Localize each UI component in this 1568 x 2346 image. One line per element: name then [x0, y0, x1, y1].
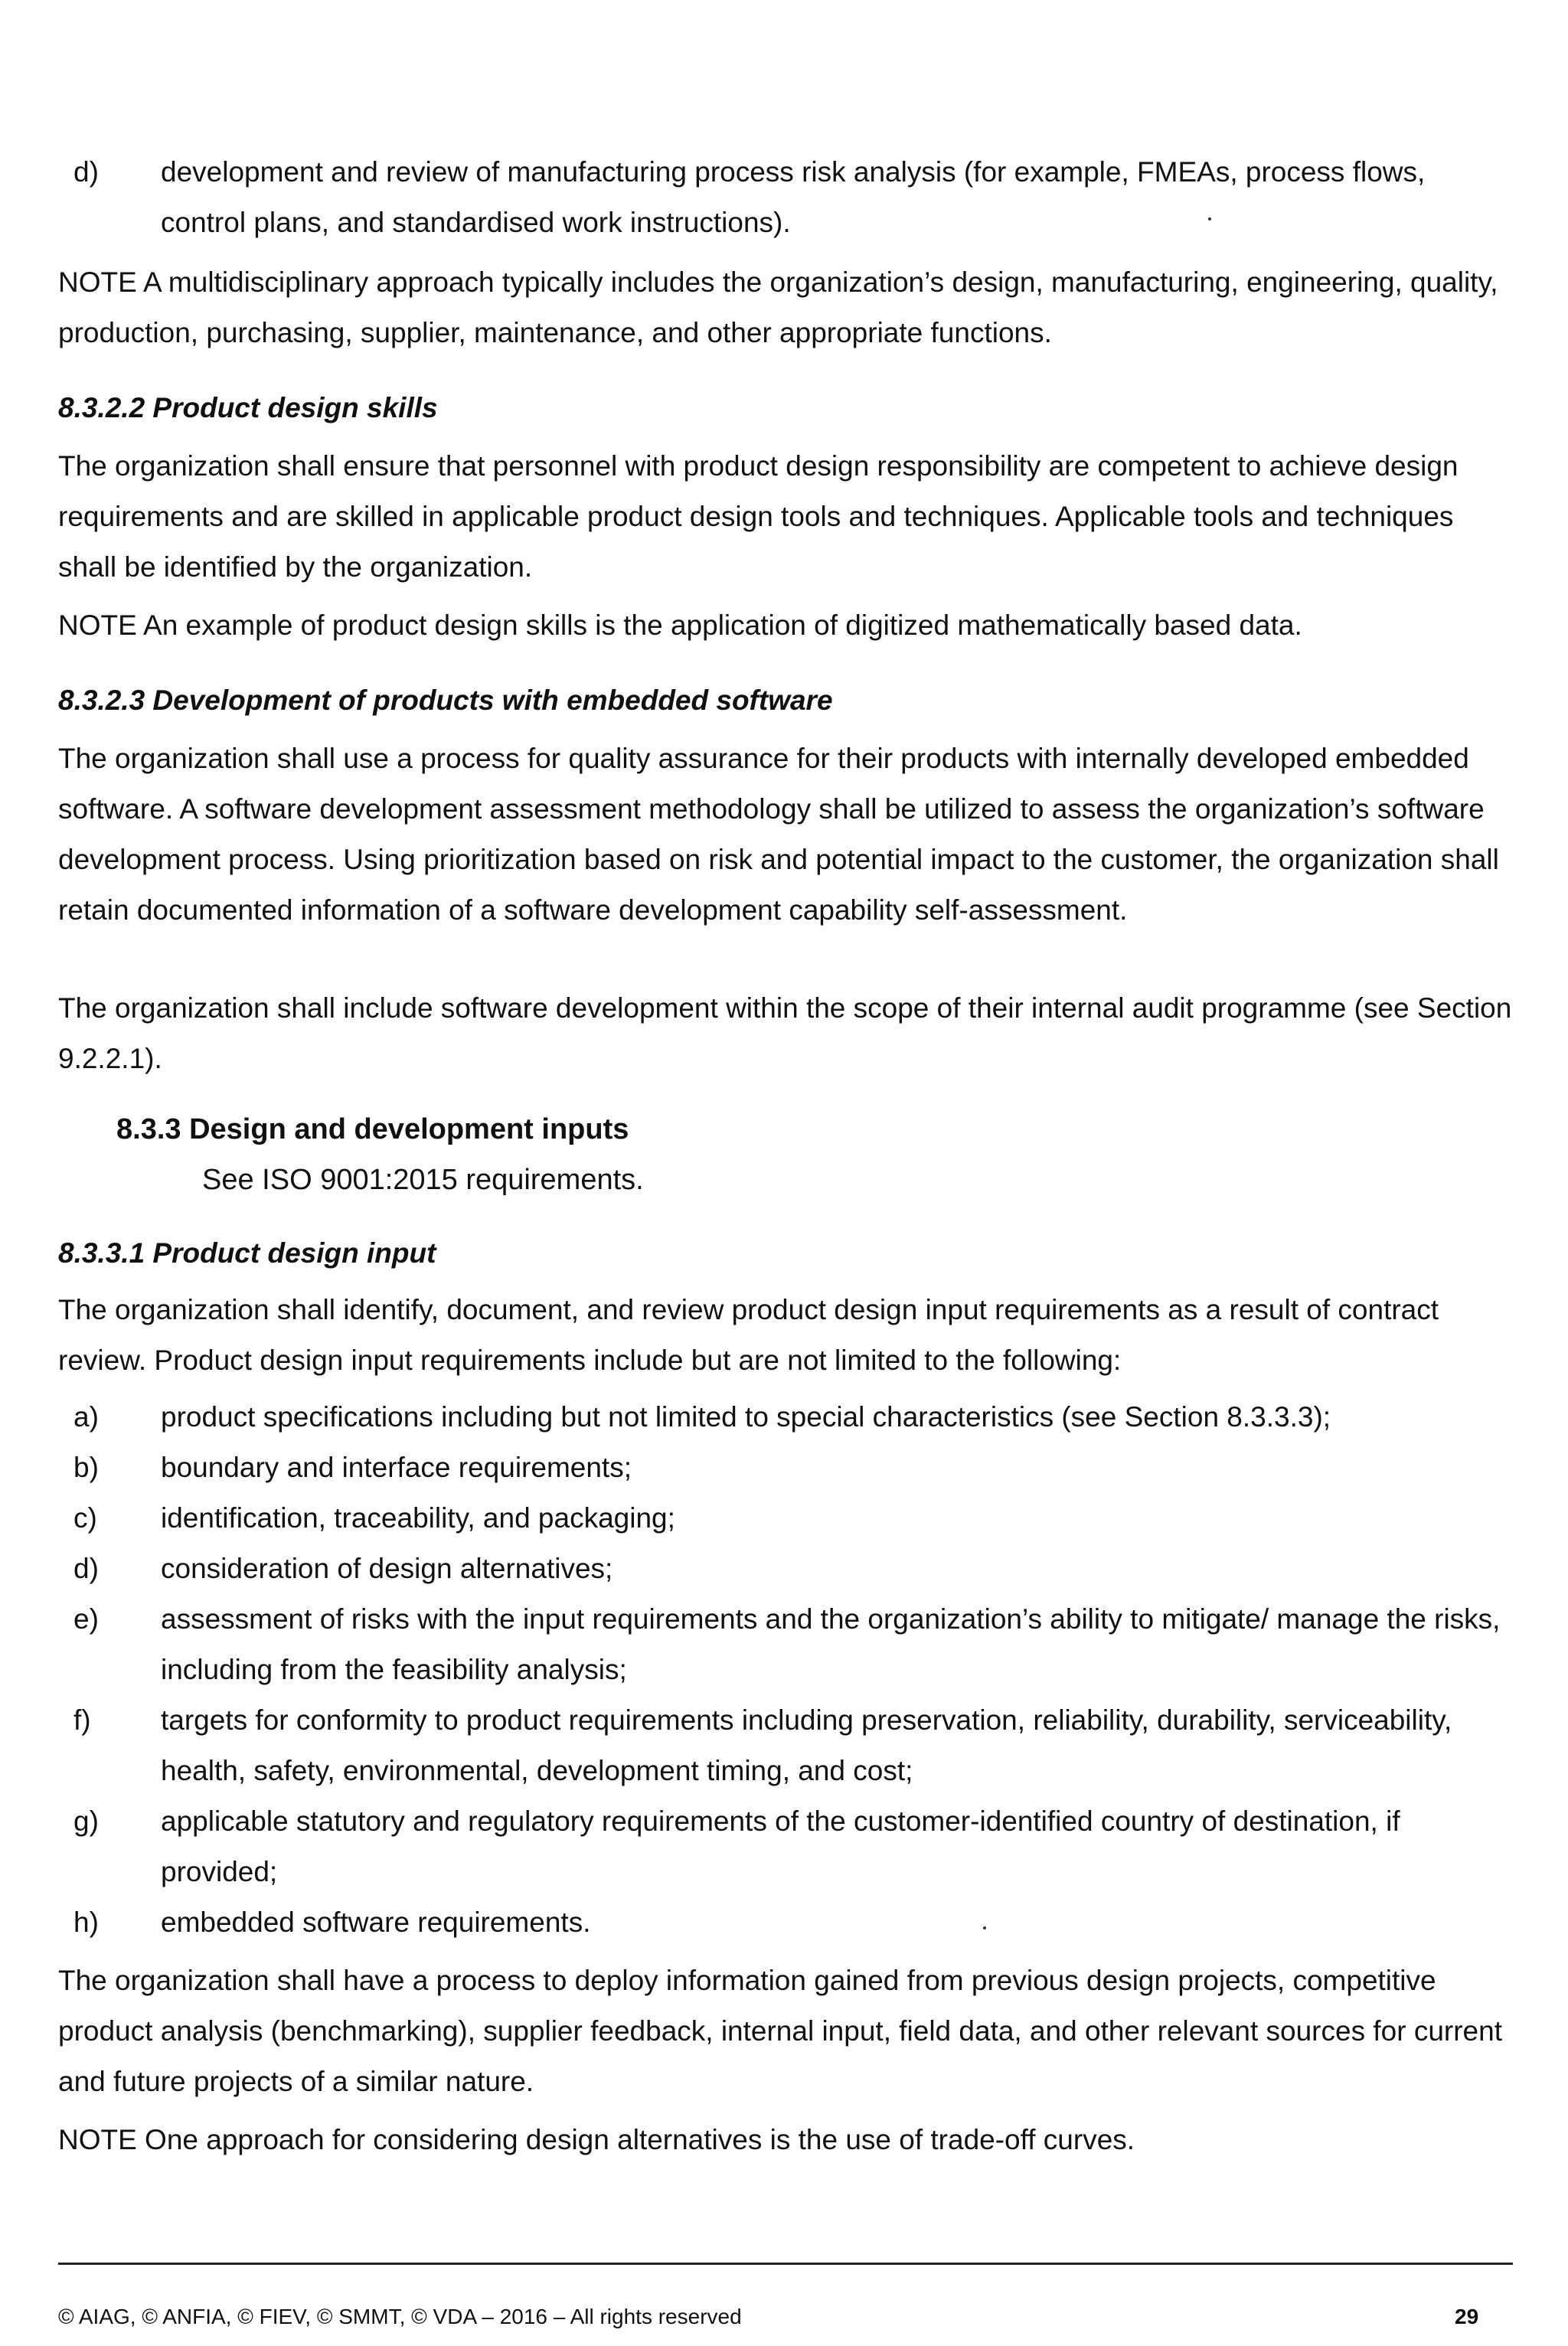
- list-item-text: consideration of design alternatives;: [161, 1553, 613, 1584]
- list-item-text: assessment of risks with the input requirements and the organization’s ability to mitigate/ manage the risks, including from the feasibility analysis;: [161, 1603, 1501, 1685]
- section-subtext: See ISO 9001:2015 requirements.: [202, 1164, 644, 1196]
- body-paragraph: The organization shall identify, document, and review product design input requirements as a result of contract review. Product design input requirements include but are not limited to the following:: [58, 1294, 1439, 1376]
- list-item-label: f): [74, 1704, 91, 1736]
- list-item-label: g): [74, 1805, 99, 1837]
- section-heading-8-3-3-1: 8.3.3.1 Product design input: [58, 1237, 436, 1269]
- list-item-label: d): [74, 1553, 99, 1584]
- body-paragraph: The organization shall include software development within the scope of their internal audit programme (see Section 9.2.2.1).: [58, 992, 1512, 1074]
- body-paragraph: The organization shall use a process for quality assurance for their products with internally developed embedded software. A software development assessment methodology shall be utilized to assess the organization’s software development process. Using prioritization based on risk and potential impact to the customer, the organization shall retain documented information of a software development capability self-assessment.: [58, 743, 1499, 926]
- list-item-label: c): [74, 1502, 97, 1534]
- list-item-text: applicable statutory and regulatory requirements of the customer-identified country of destination, if provided;: [161, 1805, 1400, 1887]
- footer-copyright: © AIAG, © ANFIA, © FIEV, © SMMT, © VDA – 2016 – All rights reserved: [58, 2305, 742, 2328]
- list-item-label: e): [74, 1603, 99, 1635]
- note-paragraph: NOTE One approach for considering design alternatives is the use of trade-off curves.: [58, 2124, 1135, 2155]
- note-paragraph: NOTE A multidisciplinary approach typically includes the organization’s design, manufacturing, engineering, quality, production, purchasing, supplier, maintenance, and other appropriate functions.: [58, 266, 1498, 348]
- list-item-label: b): [74, 1452, 99, 1483]
- list-item-text: product specifications including but not limited to special characteristics (see Section 8.3.3.3);: [161, 1401, 1331, 1433]
- list-item-label: a): [74, 1401, 99, 1433]
- note-paragraph: NOTE An example of product design skills is the application of digitized mathematically based data.: [58, 609, 1302, 641]
- body-paragraph: The organization shall ensure that personnel with product design responsibility are competent to achieve design requirements and are skilled in applicable product design tools and techniques. Applicable tools and techniques shall be identified by the organization.: [58, 450, 1459, 583]
- section-number: 8.3.3: [116, 1113, 181, 1145]
- body-paragraph: The organization shall have a process to deploy information gained from previous design projects, competitive product analysis (benchmarking), supplier feedback, internal input, field data, and other relevant sources for current and future projects of a similar nature.: [58, 1965, 1502, 2097]
- list-item-label: h): [74, 1907, 99, 1938]
- section-heading-8-3-2-3: 8.3.2.3 Development of products with embedded software: [58, 685, 833, 716]
- scan-speck: [983, 1926, 986, 1929]
- list-item-text: development and review of manufacturing process risk analysis (for example, FMEAs, process flows, control plans, and standardised work instructions).: [161, 156, 1426, 238]
- footer-rule: [58, 2263, 1513, 2265]
- scan-speck: [1208, 217, 1211, 221]
- section-heading-8-3-3: [116, 1104, 629, 1155]
- section-heading-8-3-2-2: 8.3.2.2 Product design skills: [58, 392, 438, 423]
- section-title: Design and development inputs: [189, 1113, 629, 1145]
- list-item-label: d): [74, 156, 99, 188]
- list-item-text: embedded software requirements.: [161, 1907, 591, 1938]
- list-item-text: identification, traceability, and packaging;: [161, 1502, 675, 1534]
- list-item-text: targets for conformity to product requirements including preservation, reliability, durability, serviceability, health, safety, environmental, development timing, and cost;: [161, 1704, 1452, 1786]
- page-number: 29: [1455, 2305, 1479, 2328]
- list-item-text: boundary and interface requirements;: [161, 1452, 632, 1483]
